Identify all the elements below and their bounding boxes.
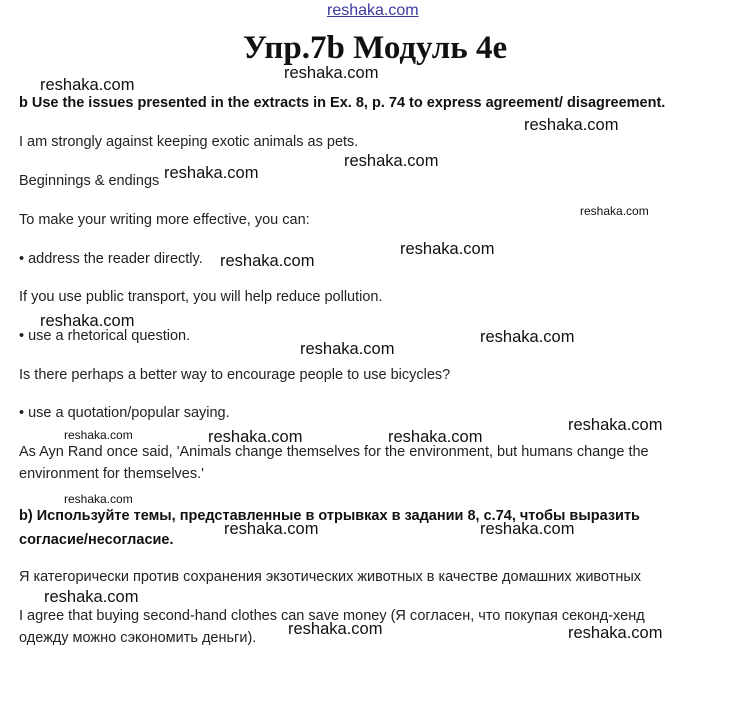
text-second-hand-clothes: I agree that buying second-hand clothes can save money (Я согласен, что покупая секонд-хенд одежду можно сэкономить деньги). <box>19 608 645 646</box>
text-line-exotic-animals: I am strongly against keeping exotic animals as pets. <box>19 134 359 150</box>
text-line-writing-tips: To make your writing more effective, you can: <box>19 212 310 228</box>
task-heading-en: b Use the issues presented in the extracts in Ex. 8, p. 74 to express agreement/ disagreement. <box>19 95 666 111</box>
watermark: reshaka.com <box>40 312 135 330</box>
watermark: reshaka.com <box>524 116 619 134</box>
watermark: reshaka.com <box>288 620 383 638</box>
watermark: reshaka.com <box>64 428 133 442</box>
watermark: reshaka.com <box>224 520 319 538</box>
watermark: reshaka.com <box>40 76 135 94</box>
bullet-address-reader: • address the reader directly. <box>19 251 203 267</box>
bullet-rhetorical-question: • use a rhetorical question. <box>19 328 191 344</box>
task-heading-ru: b) Используйте темы, представленные в отрывках в задании 8, с.74, чтобы выразить согласие/несогласие. <box>19 508 640 548</box>
watermark: reshaka.com <box>164 164 259 182</box>
page-title: Упр.7b Модуль 4e <box>242 30 508 66</box>
watermark: reshaka.com <box>388 428 483 446</box>
text-line-bicycles: Is there perhaps a better way to encourage people to use bicycles? <box>19 367 451 383</box>
text-line-ru-exotic: Я категорически против сохранения экзотических животных в качестве домашних животных <box>19 569 642 585</box>
watermark: reshaka.com <box>568 416 663 434</box>
watermark: reshaka.com <box>300 340 395 358</box>
watermark: reshaka.com <box>480 520 575 538</box>
header-site-link[interactable]: reshaka.com <box>327 2 419 19</box>
watermark: reshaka.com <box>220 252 315 270</box>
watermark: reshaka.com <box>568 624 663 642</box>
watermark: reshaka.com <box>44 588 139 606</box>
watermark: reshaka.com <box>480 328 575 346</box>
watermark: reshaka.com <box>344 152 439 170</box>
watermark: reshaka.com <box>64 492 133 506</box>
watermark: reshaka.com <box>400 240 495 258</box>
text-quotation-ayn-rand: As Ayn Rand once said, 'Animals change themselves for the environment, but humans change the environment for themselves.' <box>19 444 649 482</box>
text-line-public-transport: If you use public transport, you will help reduce pollution. <box>19 289 383 305</box>
bullet-quotation: • use a quotation/popular saying. <box>19 405 230 421</box>
watermark: reshaka.com <box>208 428 303 446</box>
watermark: reshaka.com <box>284 64 379 82</box>
text-line-beginnings: Beginnings & endings <box>19 173 160 189</box>
watermark: reshaka.com <box>580 204 649 218</box>
